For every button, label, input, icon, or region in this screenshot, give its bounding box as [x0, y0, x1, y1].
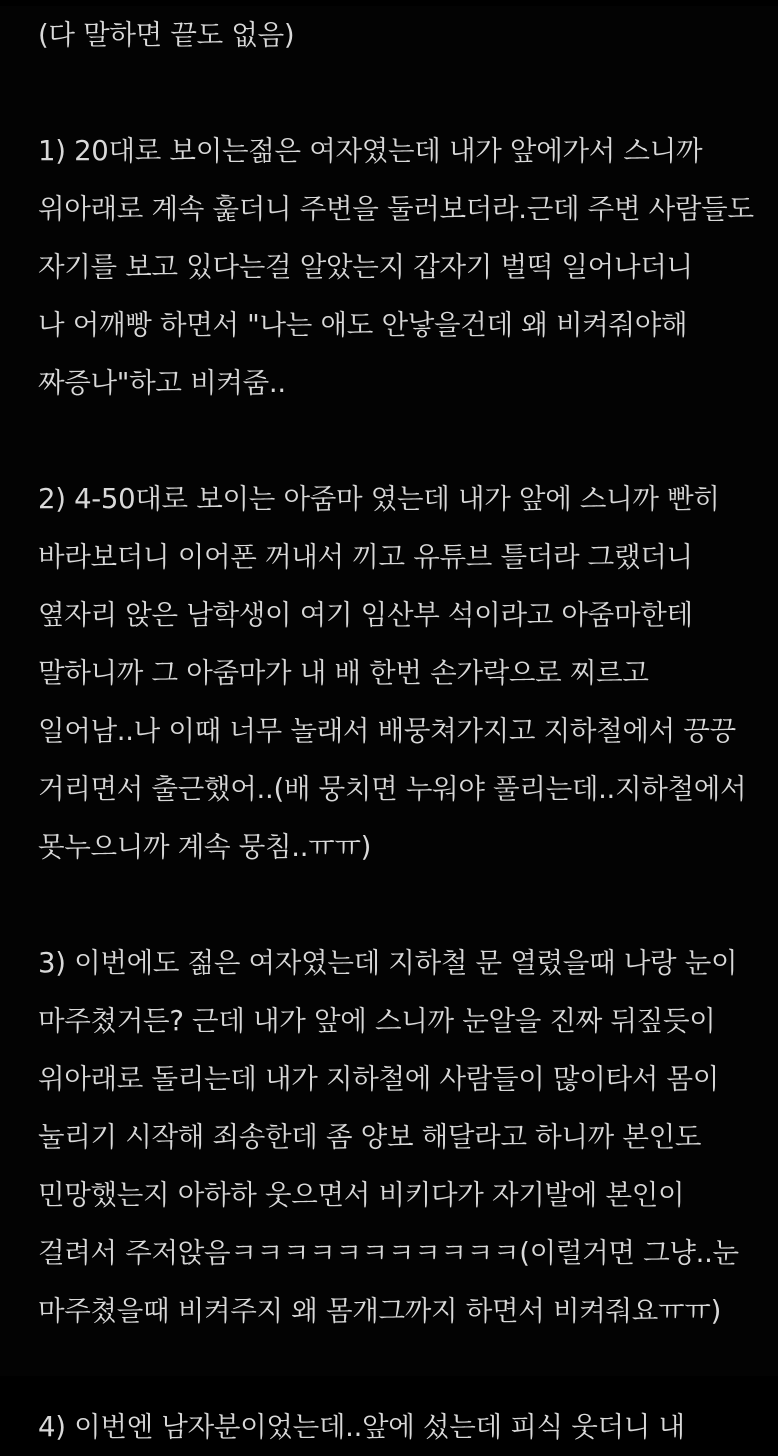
text-line: 마주쳤을때 비켜주지 왜 몸개그까지 하면서 비켜줘요ㅠㅠ) [38, 1295, 721, 1327]
text-line: 마주쳤거든? 근데 내가 앞에 스니까 눈알을 진짜 뒤짚듯이 [38, 1005, 716, 1037]
text-line: 바라보더니 이어폰 꺼내서 끼고 유튜브 틀더라 그랬더니 [38, 541, 693, 573]
text-line: 나 어깨빵 하면서 "나는 애도 안낳을건데 왜 비켜줘야해 [38, 309, 688, 341]
text-line: 옆자리 앉은 남학생이 여기 임산부 석이라고 아줌마한테 [38, 599, 693, 631]
text-line: 말하니까 그 아줌마가 내 배 한번 손가락으로 찌르고 [38, 657, 649, 689]
text-line: 민망했는지 아하하 웃으면서 비키다가 자기발에 본인이 [38, 1179, 685, 1211]
text-line: 2) 4-50대로 보이는 아줌마 였는데 내가 앞에 스니까 빤히 [38, 483, 720, 515]
text-line: 짜증나"하고 비켜줌.. [38, 367, 286, 399]
text-line: 자기를 보고 있다는걸 알았는지 갑자기 벌떡 일어나더니 [38, 251, 693, 283]
text-line: 3) 이번에도 젊은 여자였는데 지하철 문 열렸을때 나랑 눈이 [38, 947, 738, 979]
text-line: 일어남..나 이때 너무 놀래서 배뭉쳐가지고 지하철에서 끙끙 [38, 715, 736, 747]
text-line: 거리면서 출근했어..(배 뭉치면 누워야 풀리는데..지하철에서 [38, 773, 747, 805]
text-line: 1) 20대로 보이는젊은 여자였는데 내가 앞에가서 스니까 [38, 135, 703, 167]
paragraph-gap [38, 64, 778, 122]
paragraph-1 [38, 122, 778, 412]
text-line: 걸려서 주저앉음ㅋㅋㅋㅋㅋㅋㅋㅋㅋㅋㅋ(이럴거면 그냥..눈 [38, 1237, 739, 1269]
text-line: 못누으니까 계속 뭉침..ㅠㅠ) [38, 831, 372, 863]
text-line: 눌리기 시작해 죄송한데 좀 양보 해달라고 하니까 본인도 [38, 1121, 702, 1153]
paragraph-3 [38, 934, 778, 1340]
text-line: 위아래로 돌리는데 내가 지하철에 사람들이 많이타서 몸이 [38, 1063, 720, 1095]
post-body [0, 6, 778, 1443]
text-line: 4) 이번엔 남자분이었는데..앞에 섰는데 피식 웃더니 내 [38, 1411, 685, 1443]
paragraph-gap [38, 412, 778, 470]
paragraph-gap [38, 1340, 778, 1398]
paragraph-2 [38, 470, 778, 876]
text-line: 위아래로 계속 훑더니 주변을 둘러보더라.근데 주변 사람들도 [38, 193, 754, 225]
intro-line: (다 말하면 끝도 없음) [38, 19, 295, 51]
paragraph-gap [38, 876, 778, 934]
paragraph-4 [38, 1398, 778, 1456]
